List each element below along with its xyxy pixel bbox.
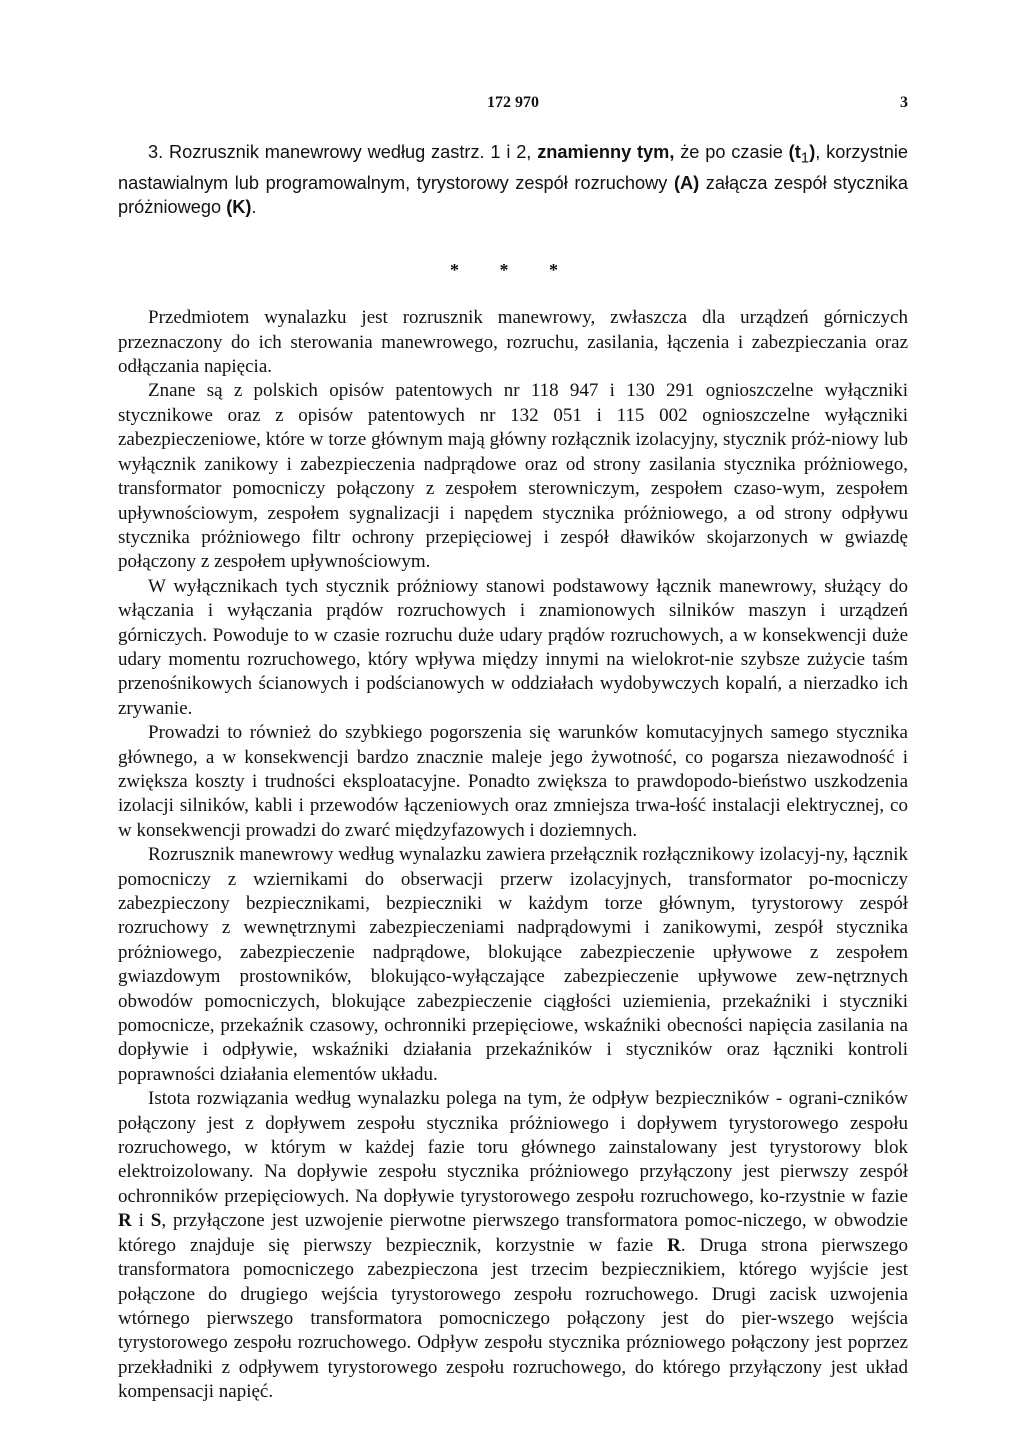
- paragraph-last: [118, 1087, 908, 1404]
- paragraph: Prowadzi to również do szybkiego pogorszenia się warunków komutacyjnych samego stycznika głównego, a w konsekwencji bardzo znacznie maleje jego żywotność, co pogarsza niezawodność i zwiększa koszty i trudności eksploatacyjne. Ponadto zwiększa to prawdopodo-bieństwo uszkodzenia izolacji silników, kabli i przewodów łączeniowych oraz zmniejsza trwa-łość instalacji elektrycznej, co w konsekwencji prowadzi do zwarć międzyfazowych i doziemnych.: [118, 722, 908, 841]
- phase-label: S: [150, 1210, 162, 1232]
- claim-text: , korzystnie nastawialnym lub programowalnym, tyrystorowy zespół rozruchowy: [118, 142, 909, 194]
- claim-bold-symbol: (t: [788, 142, 801, 162]
- paragraph: W wyłącznikach tych stycznik próżniowy stanowi podstawowy łącznik manewrowy, służący do włączania i wyłączania prądów rozruchowych i znamionowych silników maszyn i urządzeń górniczych. Powoduje to w czasie rozruchu duże udary prądów rozruchowych, a w konsekwencji duże udary momentu rozruchowego, który wpływa między innymi na wielokrot-nie szybsze zużycie taśm przenośnikowych ścianowych i podścianowych w oddziałach wydobywczych kopalń, a nierzadko ich zrywanie.: [118, 575, 908, 719]
- paragraph-text: i: [131, 1210, 151, 1232]
- page-header: [118, 94, 908, 116]
- claim-text: załącza zespół stycznika próżniowego: [118, 173, 908, 218]
- paragraph: Znane są z polskich opisów patentowych nr 118 947 i 130 291 ognioszczelne wyłączniki stycznikowe oraz z opisów patentowych nr 132 051 i 115 002 ognioszczelne wyłączniki zabezpieczeniowe, które w torze głównym mają główny rozłącznik izolacyjny, stycznik próż-niowy lub wyłącznik zanikowy i zabezpieczenia nadprądowe oraz od strony zasilania stycznika próżniowego, transformator pomocniczy połączony z zespołem sterowniczym, zespołem czaso-wym, zespołem upływnościowym, zespołem sygnalizacji i napędem stycznika próżniowego, a od strony odpływu stycznika próżniowego filtr ochrony przepięciowej i zespół dławików skojarzonych w gwiazdę połączony z zespołem upływnościowym.: [118, 380, 908, 573]
- paragraph-text: . Druga strona pierwszego transformatora pomocniczego zabezpieczona jest trzecim bezpiecznikiem, którego wyjście jest połączone do drugiego wejścia tyrystorowego zespołu rozruchowego. Drugi zacisk uzwojenia wtórnego pierwszego transformatora pomocniczego połączony jest do pier-wszego wejścia tyrystorowego zespołu rozruchowego. Odpływ zespołu stycznika prózniowego połączony jest poprzez przekładniki z odpływem tyrystorowego zespołu rozruchowego, do którego przyłączony jest układ kompensacji napięć.: [118, 1234, 909, 1403]
- claim-text: .: [251, 197, 257, 218]
- claim-text: że po czasie: [674, 142, 789, 162]
- claim-bold-symbol: (A): [673, 173, 700, 194]
- claim-bold-symbol: ): [809, 142, 816, 162]
- document-body: [118, 140, 908, 1405]
- claim-3: [118, 140, 908, 220]
- patent-number: 172 970: [487, 94, 539, 111]
- paragraph-text: Istota rozwiązania według wynalazku polega na tym, że odpływ bezpieczników - ograni-czników połączony jest z dopływem zespołu stycznika próżniowego i dopływem tyrystorowego zespołu rozruchowego, w którym w każdej fazie toru głównego zainstalowany jest tyrystorowy blok elektroizolowany. Na dopływie zespołu stycznika próżniowego przyłączony jest pierwszy zespół ochronników przepięciowych. Na dopływie tyrystorowego zespołu rozruchowego, ko-rzystnie w fazie: [118, 1088, 908, 1207]
- phase-label: R: [667, 1234, 681, 1256]
- section-separator: * * *: [450, 259, 576, 280]
- claim-bold-symbol: (K): [226, 197, 252, 218]
- claim-bold-phrase: znamienny tym,: [537, 142, 675, 162]
- page-number: 3: [900, 94, 908, 111]
- paragraph-text: , przyłączone jest uzwojenie pierwotne pierwszego transformatora pomoc-niczego, w obwodzie którego znajduje się pierwszy bezpiecznik, korzystnie w fazie: [118, 1210, 908, 1256]
- claim-text: 3. Rozrusznik manewrowy według zastrz. 1 i 2,: [148, 142, 538, 162]
- phase-label: R: [118, 1210, 132, 1232]
- paragraph: Rozrusznik manewrowy według wynalazku zawiera przełącznik rozłącznikowy izolacyj-ny, łącznik pomocniczy z wziernikami do obserwacji przerw izolacyjnych, transformator po-mocniczy zabezpieczony bezpiecznikami, bezpieczniki w każdym torze głównym, tyrystorowy zespół rozruchowy z wewnętrznymi zabezpieczeniami nadprądowymi i zanikowymi, zespół stycznika próżniowego, zabezpieczenie nadprądowe, blokujące zabezpieczenie upływowe z zespołem gwiazdowym prostowników, blokująco-wyłączające zabezpieczenie upływowe zew-nętrznych obwodów pomocniczych, blokujące zabezpieczenie ciągłości uziemienia, przekaźniki i styczniki pomocnicze, przekaźnik czasowy, ochronniki przepięciowe, wskaźniki obecności napięcia zasilania na dopływie i odpływie, wskaźniki działania przekaźników i styczników oraz łączniki kontroli poprawności działania elementów układu.: [118, 844, 908, 1085]
- claim-subscript: 1: [800, 149, 810, 167]
- paragraph: Przedmiotem wynalazku jest rozrusznik manewrowy, zwłaszcza dla urządzeń górniczych przeznaczony do ich sterowania manewrowego, rozruchu, zasilania, łączenia i zabezpieczania oraz odłączania napięcia.: [118, 307, 908, 378]
